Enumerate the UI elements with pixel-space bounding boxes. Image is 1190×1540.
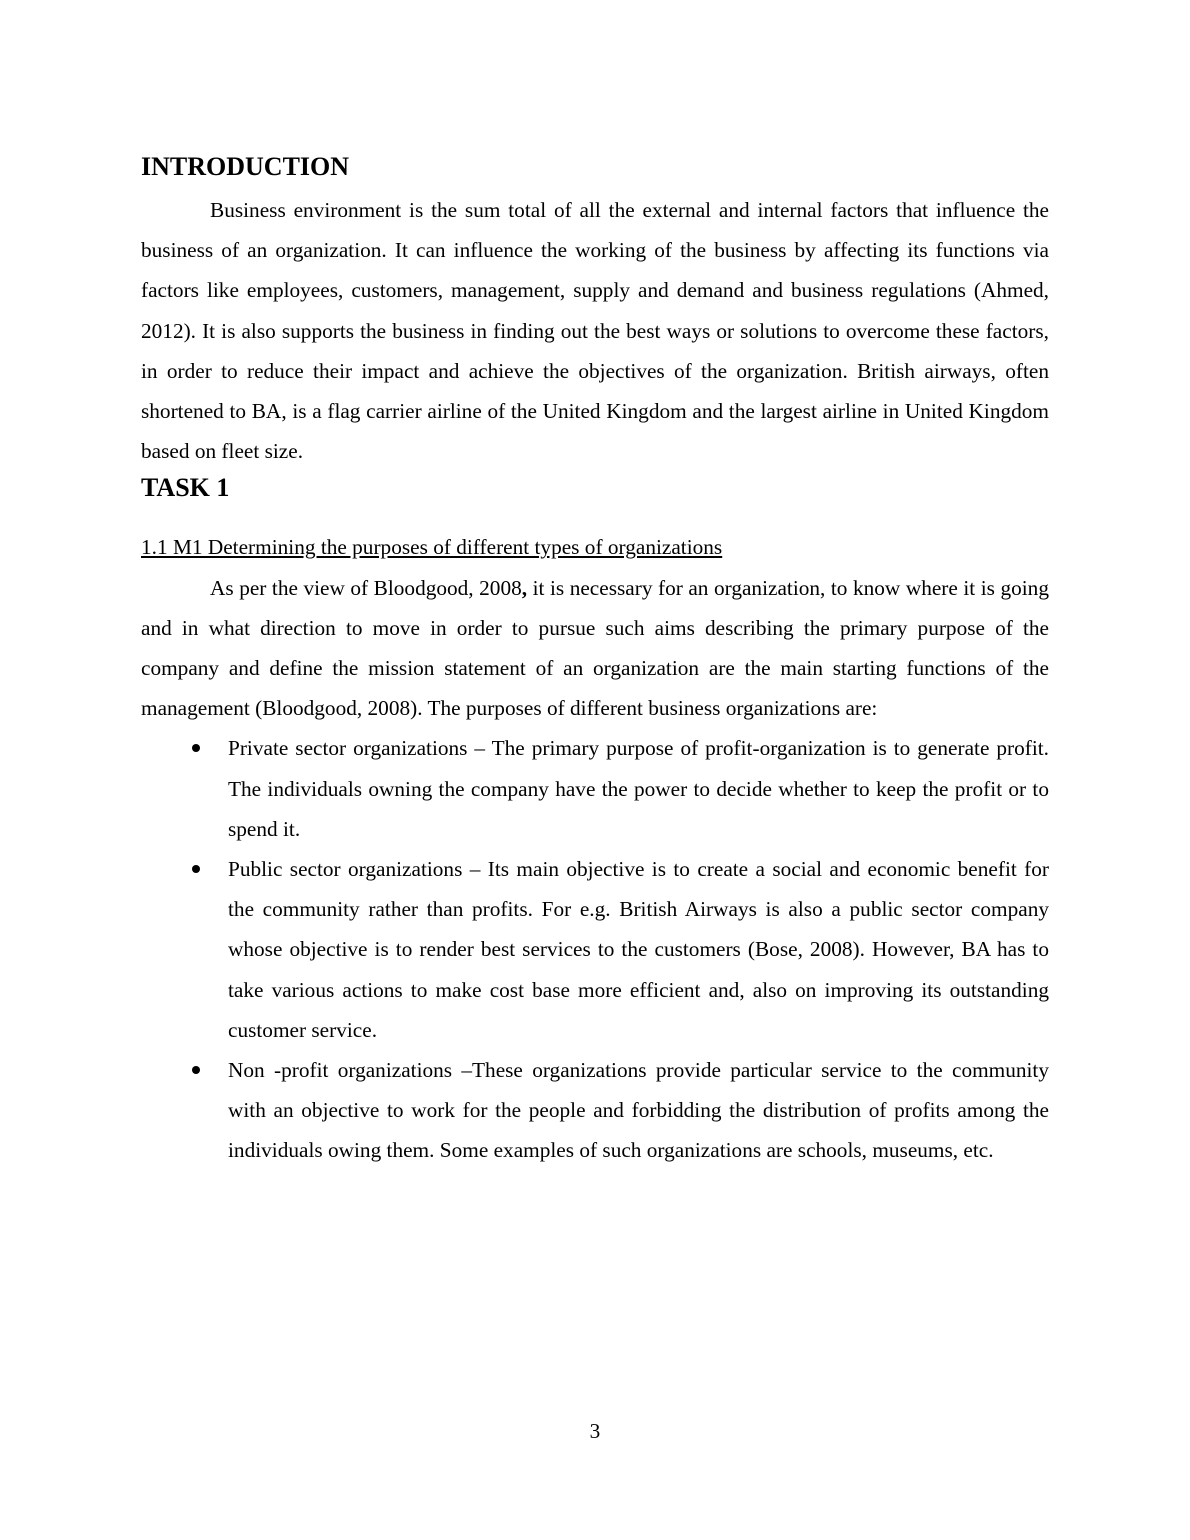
task1-heading: TASK 1	[141, 473, 230, 503]
bullet-icon	[192, 744, 200, 752]
document-page	[141, 150, 1049, 1171]
task1-paragraph-bold-comma: ,	[521, 575, 528, 600]
bullet-icon	[192, 865, 200, 873]
list-item-text: Public sector organizations – Its main objective is to create a social and economic benefit for the community rather than profits. For e.g. British Airways is also a public sector company whose objective is to render best services to the customers (Bose, 2008). However, BA has to take various actions to make cost base more efficient and, also on improving its outstanding customer service.	[228, 857, 1049, 1042]
task1-paragraph-rest: it is necessary for an organization, to know where it is going and in what direction to move in order to pursue such aims describing the primary purpose of the company and define the mission statement of an organization are the main starting functions of the management (Bloodgood, 2008). The purposes of different business organizations are:	[141, 575, 1049, 721]
bullet-icon	[192, 1066, 200, 1074]
page-number: 3	[589, 1419, 601, 1443]
task1-paragraph-start: As per the view of Bloodgood, 2008	[210, 575, 522, 600]
task1-subheading: 1.1 M1 Determining the purposes of different types of organizations	[141, 535, 723, 560]
organization-types-list	[141, 728, 1049, 1170]
list-item-non-profit	[141, 1050, 1049, 1171]
list-item-text: Private sector organizations – The primary purpose of profit-organization is to generate profit. The individuals owning the company have the power to decide whether to keep the profit or to spend it.	[228, 736, 1049, 841]
list-item-public-sector	[141, 849, 1049, 1050]
introduction-paragraph: Business environment is the sum total of all the external and internal factors that influence the business of an organization. It can influence the working of the business by affecting its functions via factors like employees, customers, management, supply and demand and business regulations (Ahmed, 2012). It is also supports the business in finding out the best ways or solutions to overcome these factors, in order to reduce their impact and achieve the objectives of the organization. British airways, often shortened to BA, is a flag carrier airline of the United Kingdom and the largest airline in United Kingdom based on fleet size.	[141, 198, 1049, 464]
introduction-heading: INTRODUCTION	[141, 152, 350, 181]
list-item-private-sector	[141, 728, 1049, 849]
task1-paragraph	[141, 568, 1049, 729]
list-item-text: Non -profit organizations –These organizations provide particular service to the community with an objective to work for the people and forbidding the distribution of profits among the individuals owing them. Some examples of such organizations are schools, museums, etc.	[228, 1058, 1049, 1163]
